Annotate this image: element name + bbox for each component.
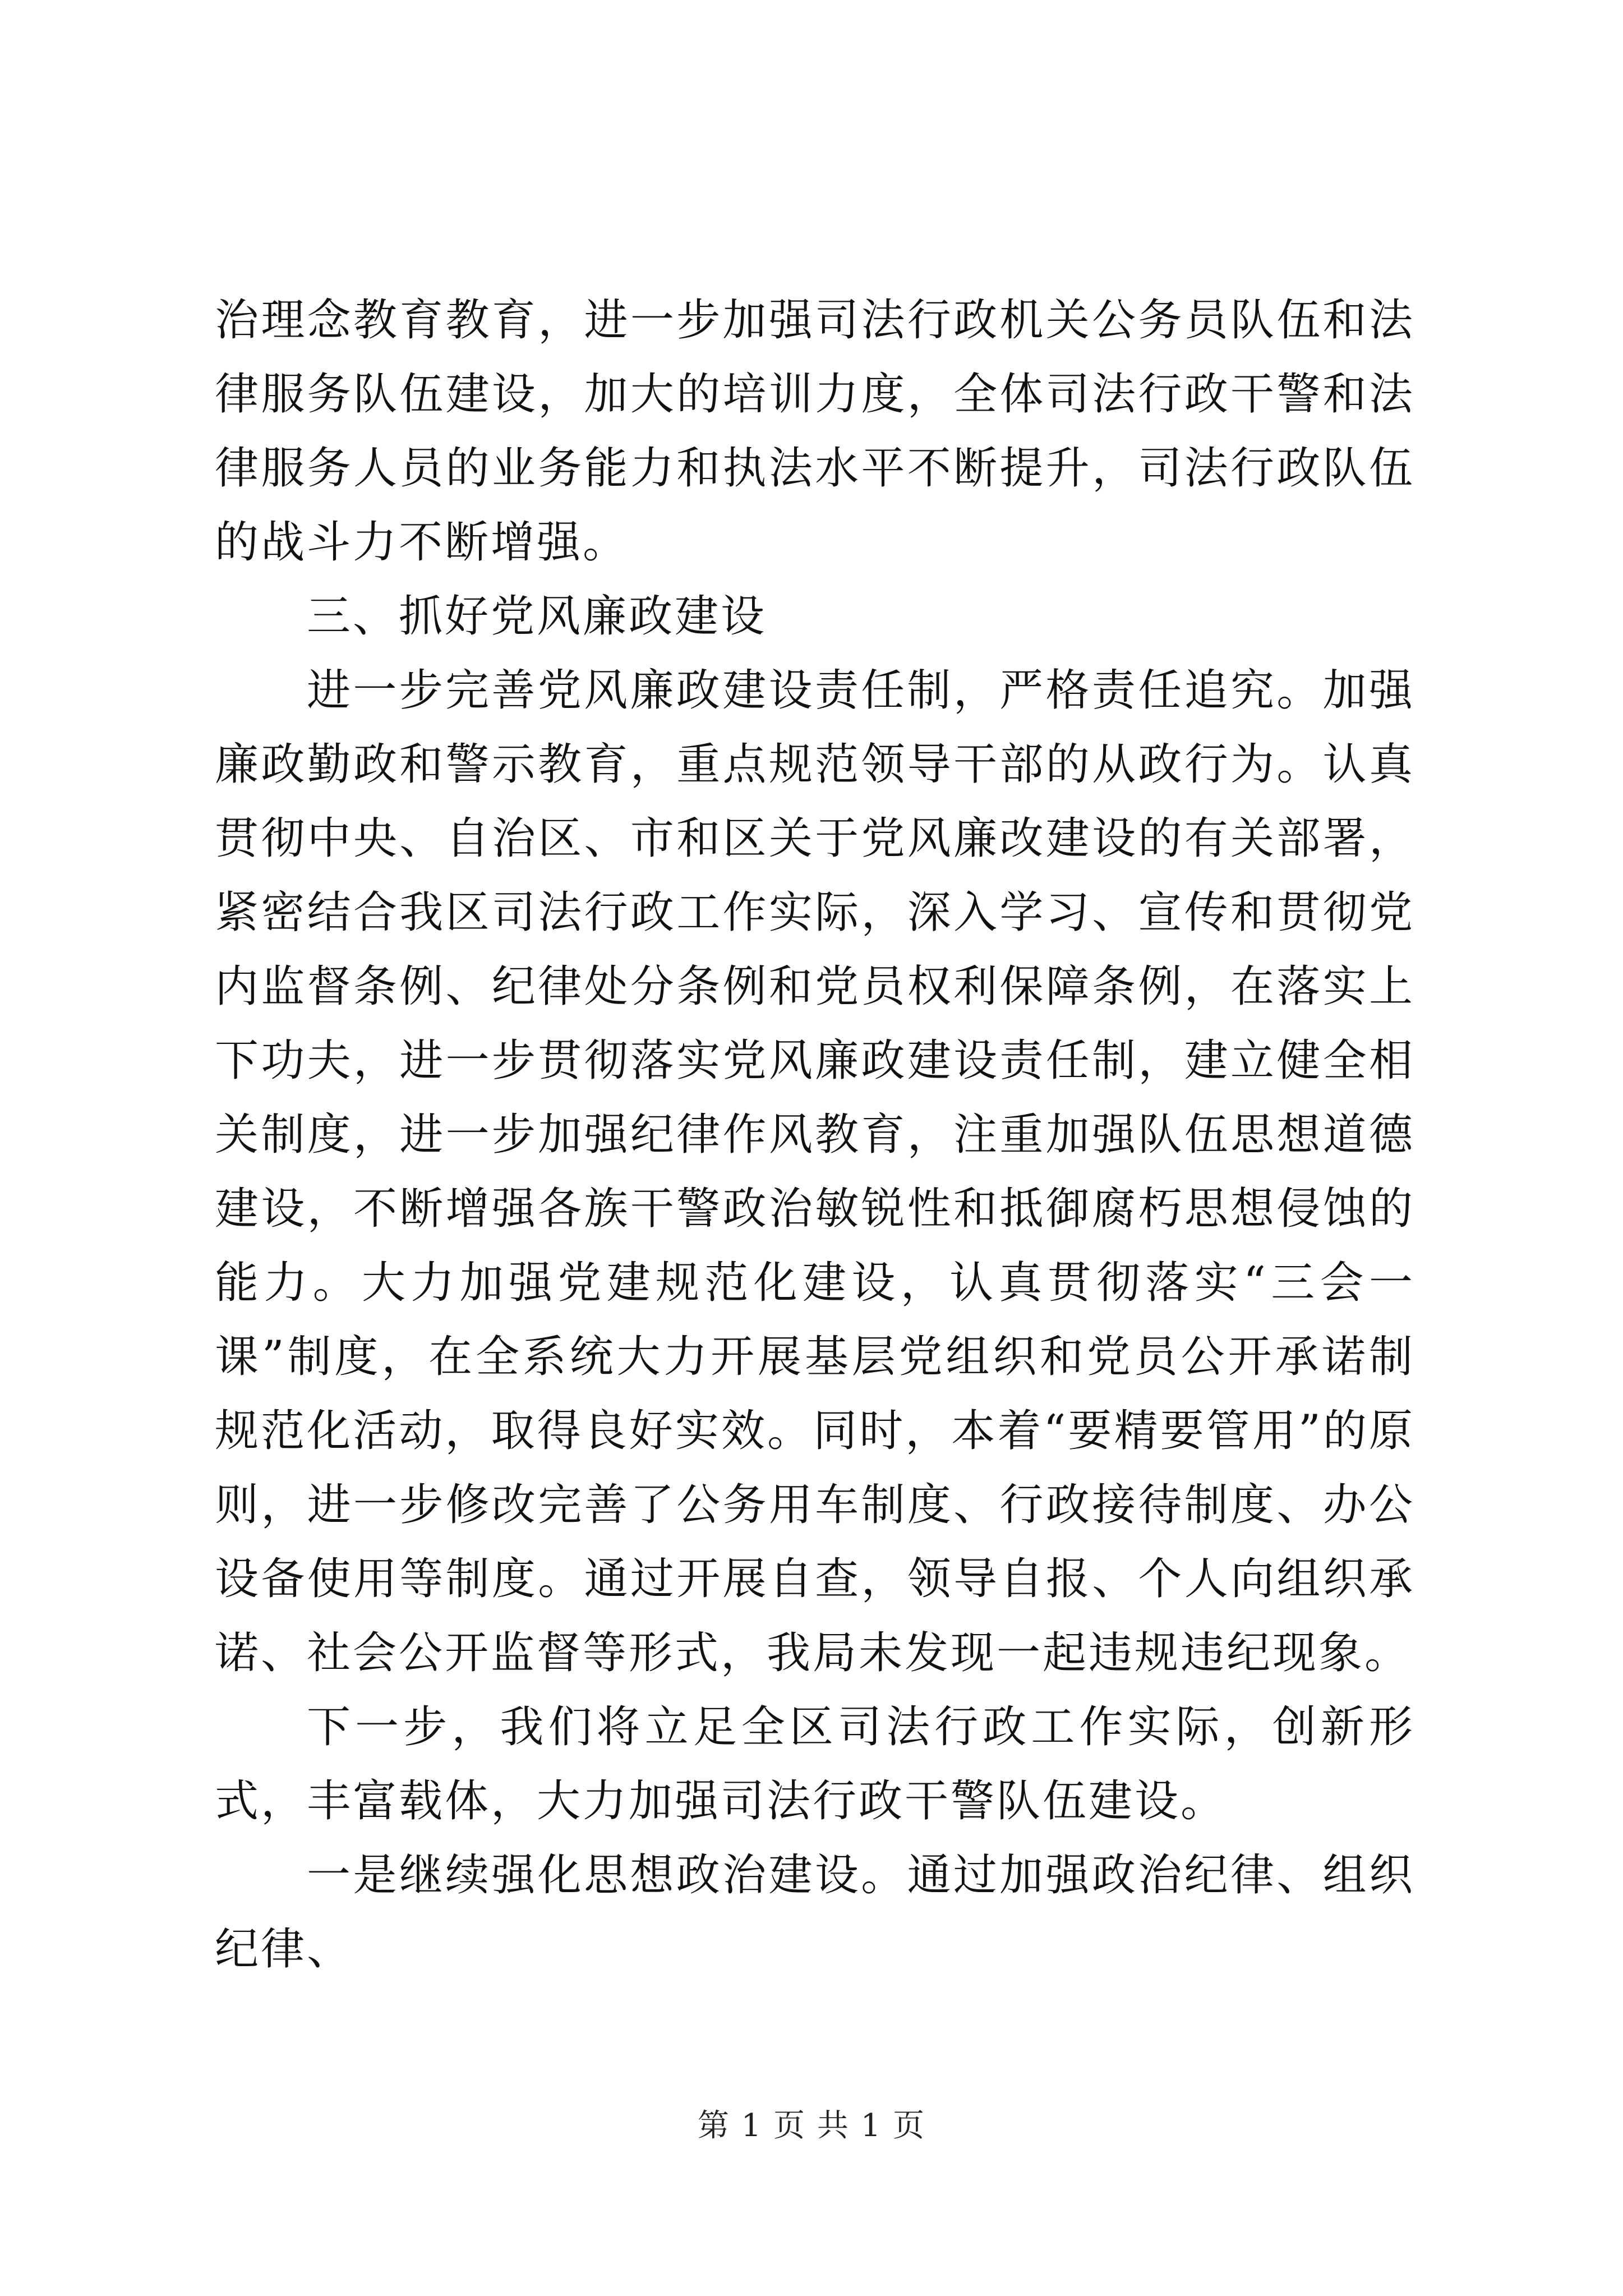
section-heading: 三、抓好党风廉政建设 — [307, 591, 767, 642]
paragraph-next-steps: 下一步，我们将立足全区司法行政工作实际，创新形式，丰富载体，大力加强司法行政干警队伍建设。 — [215, 1702, 1415, 1826]
paragraph-continuation: 治理念教育教育，进一步加强司法行政机关公务员队伍和法律服务队伍建设，加大的培训力度，全体司法行政干警和法律服务人员的业务能力和执法水平不断提升，司法行政队伍的战斗力不断增强。 — [215, 295, 1415, 568]
paragraph-item-one: 一是继续强化思想政治建设。通过加强政治纪律、组织纪律、 — [215, 1850, 1415, 1975]
page-footer: 第 1 页 共 1 页 — [697, 2108, 926, 2144]
paragraph-party-integrity: 进一步完善党风廉政建设责任制，严格责任追究。加强廉政勤政和警示教育，重点规范领导干部的从政行为。认真贯彻中央、自治区、市和区关于党风廉改建设的有关部署，紧密结合我区司法行政工作实际，深入学习、宣传和贯彻党内监督条例、纪律处分条例和党员权利保障条例，在落实上下功夫，进一步贯彻落实党风廉政建设责任制，建立健全相关制度，进一步加强纪律作风教育，注重加强队伍思想道德建设，不断增强各族干警政治敏锐性和抵御腐朽思想侵蚀的能力。大力加强党建规范化建设，认真贯彻落实“三会一课”制度，在全系统大力开展基层党组织和党员公开承诺制规范化活动，取得良好实效。同时，本着“要精要管用”的原则，进一步修改完善了公务用车制度、行政接待制度、办公设备使用等制度。通过开展自查，领导自报、个人向组织承诺、社会公开监督等形式，我局未发现一起违规违纪现象。 — [215, 665, 1415, 1678]
document-body — [215, 283, 1415, 1986]
